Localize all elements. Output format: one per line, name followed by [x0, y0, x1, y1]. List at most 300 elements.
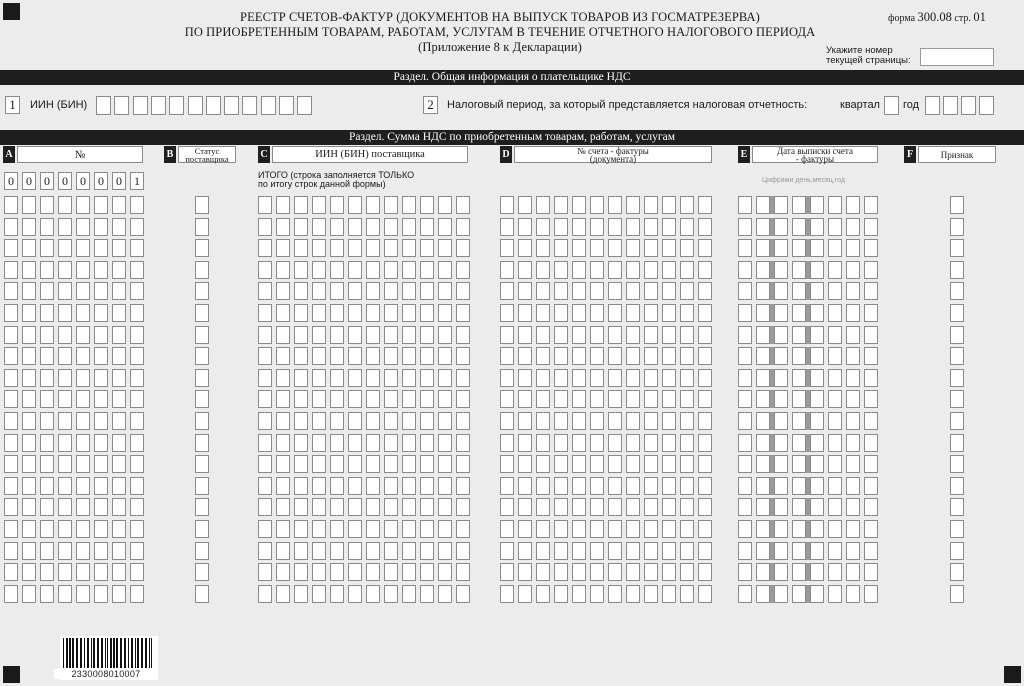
- row-number-cell[interactable]: [40, 520, 54, 538]
- invoice-number-cell[interactable]: [554, 412, 568, 430]
- iin-digit-cell[interactable]: [242, 96, 257, 115]
- invoice-number-cell[interactable]: [518, 218, 532, 236]
- supplier-iin-cell[interactable]: [294, 218, 308, 236]
- invoice-date-cell[interactable]: [792, 434, 806, 452]
- row-number-cell[interactable]: [4, 498, 18, 516]
- invoice-date-cell[interactable]: [756, 347, 770, 365]
- year-digit-cell[interactable]: [943, 96, 958, 115]
- row-number-cell[interactable]: [130, 326, 144, 344]
- row-number-cell[interactable]: [58, 326, 72, 344]
- invoice-date-cell[interactable]: [756, 261, 770, 279]
- invoice-number-cell[interactable]: [554, 498, 568, 516]
- supplier-iin-cell[interactable]: [456, 563, 470, 581]
- supplier-iin-cell[interactable]: [294, 520, 308, 538]
- invoice-number-cell[interactable]: [608, 520, 622, 538]
- invoice-number-cell[interactable]: [518, 304, 532, 322]
- row-number-cell[interactable]: [40, 239, 54, 257]
- invoice-number-cell[interactable]: [698, 282, 712, 300]
- supplier-iin-cell[interactable]: [456, 585, 470, 603]
- invoice-number-cell[interactable]: [572, 520, 586, 538]
- supplier-iin-cell[interactable]: [312, 498, 326, 516]
- supplier-iin-cell[interactable]: [456, 520, 470, 538]
- invoice-date-cell[interactable]: [774, 563, 788, 581]
- invoice-number-cell[interactable]: [662, 434, 676, 452]
- invoice-date-cell[interactable]: [828, 347, 842, 365]
- attribute-cell[interactable]: [950, 218, 964, 236]
- row-number-cell[interactable]: [4, 434, 18, 452]
- row-number-cell[interactable]: [76, 434, 90, 452]
- invoice-number-cell[interactable]: [644, 239, 658, 257]
- invoice-date-cell[interactable]: [792, 455, 806, 473]
- row-number-cell[interactable]: [4, 218, 18, 236]
- iin-digit-cell[interactable]: [188, 96, 203, 115]
- invoice-number-cell[interactable]: [626, 304, 640, 322]
- invoice-number-cell[interactable]: [554, 196, 568, 214]
- invoice-date-cell[interactable]: [846, 239, 860, 257]
- supplier-iin-cell[interactable]: [438, 455, 452, 473]
- invoice-number-cell[interactable]: [536, 196, 550, 214]
- supplier-status-cell[interactable]: [195, 261, 209, 279]
- row-number-cell[interactable]: [112, 585, 126, 603]
- invoice-date-cell[interactable]: [756, 239, 770, 257]
- supplier-iin-cell[interactable]: [330, 520, 344, 538]
- invoice-number-cell[interactable]: [500, 369, 514, 387]
- invoice-number-cell[interactable]: [518, 455, 532, 473]
- supplier-iin-cell[interactable]: [312, 218, 326, 236]
- invoice-number-cell[interactable]: [608, 282, 622, 300]
- row-number-cell[interactable]: [40, 585, 54, 603]
- supplier-iin-cell[interactable]: [276, 412, 290, 430]
- invoice-number-cell[interactable]: [626, 218, 640, 236]
- invoice-number-cell[interactable]: [572, 261, 586, 279]
- invoice-number-cell[interactable]: [572, 239, 586, 257]
- supplier-iin-cell[interactable]: [258, 261, 272, 279]
- supplier-iin-cell[interactable]: [456, 369, 470, 387]
- supplier-iin-cell[interactable]: [294, 196, 308, 214]
- supplier-iin-cell[interactable]: [276, 434, 290, 452]
- row-number-cell[interactable]: [4, 347, 18, 365]
- supplier-iin-cell[interactable]: [402, 563, 416, 581]
- invoice-number-cell[interactable]: [698, 520, 712, 538]
- invoice-date-cell[interactable]: [828, 498, 842, 516]
- attribute-cell[interactable]: [950, 542, 964, 560]
- supplier-iin-cell[interactable]: [438, 585, 452, 603]
- invoice-date-cell[interactable]: [846, 282, 860, 300]
- invoice-date-cell[interactable]: [792, 477, 806, 495]
- invoice-date-cell[interactable]: [846, 261, 860, 279]
- invoice-number-cell[interactable]: [680, 239, 694, 257]
- invoice-number-cell[interactable]: [644, 261, 658, 279]
- invoice-number-cell[interactable]: [662, 585, 676, 603]
- row-number-cell[interactable]: [130, 542, 144, 560]
- row-number-cell[interactable]: [94, 434, 108, 452]
- invoice-date-cell[interactable]: [864, 239, 878, 257]
- invoice-number-cell[interactable]: [608, 412, 622, 430]
- invoice-date-cell[interactable]: [810, 455, 824, 473]
- invoice-number-cell[interactable]: [608, 239, 622, 257]
- invoice-number-cell[interactable]: [590, 412, 604, 430]
- invoice-date-cell[interactable]: [846, 477, 860, 495]
- row-number-cell[interactable]: [94, 196, 108, 214]
- invoice-date-cell[interactable]: [738, 347, 752, 365]
- supplier-iin-cell[interactable]: [420, 477, 434, 495]
- invoice-date-cell[interactable]: [792, 498, 806, 516]
- invoice-date-cell[interactable]: [810, 520, 824, 538]
- supplier-iin-cell[interactable]: [258, 369, 272, 387]
- row-number-cell[interactable]: [112, 390, 126, 408]
- invoice-number-cell[interactable]: [608, 218, 622, 236]
- supplier-iin-cell[interactable]: [276, 218, 290, 236]
- invoice-number-cell[interactable]: [572, 347, 586, 365]
- supplier-iin-cell[interactable]: [312, 455, 326, 473]
- invoice-number-cell[interactable]: [644, 196, 658, 214]
- row-number-cell[interactable]: [40, 304, 54, 322]
- supplier-iin-cell[interactable]: [438, 347, 452, 365]
- supplier-iin-cell[interactable]: [384, 390, 398, 408]
- invoice-number-cell[interactable]: [500, 520, 514, 538]
- invoice-number-cell[interactable]: [626, 261, 640, 279]
- row-number-cell[interactable]: [94, 455, 108, 473]
- supplier-iin-cell[interactable]: [258, 585, 272, 603]
- invoice-number-cell[interactable]: [626, 542, 640, 560]
- supplier-iin-cell[interactable]: [276, 369, 290, 387]
- invoice-date-cell[interactable]: [828, 304, 842, 322]
- supplier-iin-cell[interactable]: [330, 369, 344, 387]
- year-digit-cell[interactable]: [925, 96, 940, 115]
- supplier-iin-cell[interactable]: [456, 282, 470, 300]
- supplier-iin-cell[interactable]: [348, 542, 362, 560]
- row-number-cell[interactable]: [94, 563, 108, 581]
- supplier-iin-cell[interactable]: [384, 326, 398, 344]
- supplier-iin-cell[interactable]: [366, 477, 380, 495]
- invoice-number-cell[interactable]: [554, 369, 568, 387]
- invoice-number-cell[interactable]: [626, 347, 640, 365]
- invoice-date-cell[interactable]: [738, 304, 752, 322]
- invoice-date-cell[interactable]: [774, 542, 788, 560]
- invoice-number-cell[interactable]: [680, 347, 694, 365]
- invoice-date-cell[interactable]: [738, 282, 752, 300]
- supplier-status-cell[interactable]: [195, 239, 209, 257]
- invoice-number-cell[interactable]: [644, 585, 658, 603]
- row-number-cell[interactable]: [112, 563, 126, 581]
- row-number-cell[interactable]: [94, 261, 108, 279]
- invoice-number-cell[interactable]: [698, 477, 712, 495]
- row-number-cell[interactable]: [40, 218, 54, 236]
- row-number-cell[interactable]: [40, 282, 54, 300]
- invoice-number-cell[interactable]: [662, 455, 676, 473]
- invoice-date-cell[interactable]: [774, 196, 788, 214]
- invoice-number-cell[interactable]: [698, 498, 712, 516]
- invoice-date-cell[interactable]: [756, 455, 770, 473]
- invoice-number-cell[interactable]: [626, 585, 640, 603]
- invoice-number-cell[interactable]: [536, 326, 550, 344]
- invoice-date-cell[interactable]: [810, 282, 824, 300]
- invoice-number-cell[interactable]: [572, 326, 586, 344]
- attribute-cell[interactable]: [950, 369, 964, 387]
- supplier-iin-cell[interactable]: [276, 326, 290, 344]
- invoice-number-cell[interactable]: [554, 477, 568, 495]
- supplier-iin-cell[interactable]: [294, 477, 308, 495]
- invoice-number-cell[interactable]: [698, 304, 712, 322]
- row-number-cell[interactable]: [94, 542, 108, 560]
- supplier-iin-cell[interactable]: [330, 326, 344, 344]
- invoice-number-cell[interactable]: [698, 239, 712, 257]
- supplier-iin-cell[interactable]: [312, 347, 326, 365]
- supplier-status-cell[interactable]: [195, 218, 209, 236]
- supplier-iin-cell[interactable]: [276, 542, 290, 560]
- invoice-number-cell[interactable]: [626, 369, 640, 387]
- invoice-number-cell[interactable]: [680, 585, 694, 603]
- invoice-number-cell[interactable]: [518, 412, 532, 430]
- invoice-date-cell[interactable]: [864, 347, 878, 365]
- supplier-iin-cell[interactable]: [312, 304, 326, 322]
- attribute-cell[interactable]: [950, 434, 964, 452]
- supplier-iin-cell[interactable]: [402, 304, 416, 322]
- invoice-number-cell[interactable]: [536, 585, 550, 603]
- supplier-iin-cell[interactable]: [258, 563, 272, 581]
- invoice-date-cell[interactable]: [828, 326, 842, 344]
- supplier-status-cell[interactable]: [195, 347, 209, 365]
- supplier-iin-cell[interactable]: [438, 477, 452, 495]
- invoice-date-cell[interactable]: [846, 455, 860, 473]
- row-number-cell[interactable]: [40, 369, 54, 387]
- supplier-iin-cell[interactable]: [276, 261, 290, 279]
- supplier-iin-cell[interactable]: [258, 412, 272, 430]
- invoice-number-cell[interactable]: [662, 498, 676, 516]
- supplier-iin-cell[interactable]: [366, 498, 380, 516]
- invoice-date-cell[interactable]: [792, 369, 806, 387]
- invoice-date-cell[interactable]: [810, 261, 824, 279]
- supplier-iin-cell[interactable]: [312, 520, 326, 538]
- row-number-cell[interactable]: [40, 455, 54, 473]
- invoice-number-cell[interactable]: [500, 412, 514, 430]
- invoice-date-cell[interactable]: [828, 542, 842, 560]
- supplier-iin-cell[interactable]: [366, 196, 380, 214]
- row-number-cell[interactable]: [130, 261, 144, 279]
- supplier-iin-cell[interactable]: [438, 498, 452, 516]
- invoice-date-cell[interactable]: [756, 218, 770, 236]
- supplier-iin-cell[interactable]: [402, 261, 416, 279]
- supplier-iin-cell[interactable]: [402, 455, 416, 473]
- supplier-iin-cell[interactable]: [294, 239, 308, 257]
- invoice-number-cell[interactable]: [572, 585, 586, 603]
- supplier-iin-cell[interactable]: [276, 390, 290, 408]
- invoice-number-cell[interactable]: [644, 412, 658, 430]
- supplier-iin-cell[interactable]: [276, 477, 290, 495]
- invoice-number-cell[interactable]: [698, 196, 712, 214]
- invoice-date-cell[interactable]: [774, 434, 788, 452]
- invoice-number-cell[interactable]: [518, 434, 532, 452]
- supplier-iin-cell[interactable]: [420, 520, 434, 538]
- supplier-iin-cell[interactable]: [258, 326, 272, 344]
- row-number-cell[interactable]: [4, 390, 18, 408]
- invoice-number-cell[interactable]: [680, 520, 694, 538]
- invoice-number-cell[interactable]: [608, 196, 622, 214]
- supplier-iin-cell[interactable]: [438, 412, 452, 430]
- supplier-iin-cell[interactable]: [348, 282, 362, 300]
- supplier-iin-cell[interactable]: [276, 563, 290, 581]
- row-number-cell[interactable]: [130, 369, 144, 387]
- invoice-number-cell[interactable]: [554, 261, 568, 279]
- invoice-date-cell[interactable]: [774, 412, 788, 430]
- invoice-date-cell[interactable]: [756, 520, 770, 538]
- attribute-cell[interactable]: [950, 282, 964, 300]
- supplier-status-cell[interactable]: [195, 304, 209, 322]
- invoice-number-cell[interactable]: [572, 542, 586, 560]
- invoice-number-cell[interactable]: [572, 218, 586, 236]
- invoice-date-cell[interactable]: [738, 455, 752, 473]
- attribute-cell[interactable]: [950, 563, 964, 581]
- supplier-iin-cell[interactable]: [420, 304, 434, 322]
- invoice-date-cell[interactable]: [810, 304, 824, 322]
- supplier-iin-cell[interactable]: [330, 304, 344, 322]
- supplier-iin-cell[interactable]: [402, 434, 416, 452]
- invoice-date-cell[interactable]: [810, 369, 824, 387]
- invoice-number-cell[interactable]: [500, 239, 514, 257]
- invoice-number-cell[interactable]: [554, 239, 568, 257]
- invoice-number-cell[interactable]: [680, 542, 694, 560]
- supplier-iin-cell[interactable]: [420, 542, 434, 560]
- invoice-number-cell[interactable]: [680, 196, 694, 214]
- supplier-iin-cell[interactable]: [384, 585, 398, 603]
- invoice-date-cell[interactable]: [828, 585, 842, 603]
- invoice-date-cell[interactable]: [756, 196, 770, 214]
- supplier-iin-cell[interactable]: [294, 304, 308, 322]
- invoice-date-cell[interactable]: [756, 326, 770, 344]
- supplier-iin-cell[interactable]: [258, 196, 272, 214]
- iin-digit-cell[interactable]: [261, 96, 276, 115]
- row-number-cell[interactable]: [76, 542, 90, 560]
- row-number-cell[interactable]: [76, 218, 90, 236]
- supplier-iin-cell[interactable]: [438, 520, 452, 538]
- row-number-cell[interactable]: [76, 477, 90, 495]
- supplier-status-cell[interactable]: [195, 498, 209, 516]
- supplier-iin-cell[interactable]: [258, 304, 272, 322]
- supplier-iin-cell[interactable]: [402, 412, 416, 430]
- supplier-iin-cell[interactable]: [456, 218, 470, 236]
- invoice-date-cell[interactable]: [864, 455, 878, 473]
- invoice-number-cell[interactable]: [590, 520, 604, 538]
- supplier-iin-cell[interactable]: [294, 261, 308, 279]
- attribute-cell[interactable]: [950, 455, 964, 473]
- invoice-date-cell[interactable]: [846, 412, 860, 430]
- invoice-date-cell[interactable]: [774, 282, 788, 300]
- invoice-number-cell[interactable]: [590, 455, 604, 473]
- invoice-number-cell[interactable]: [662, 369, 676, 387]
- invoice-number-cell[interactable]: [536, 218, 550, 236]
- row-number-cell[interactable]: [40, 434, 54, 452]
- invoice-number-cell[interactable]: [590, 239, 604, 257]
- invoice-number-cell[interactable]: [644, 520, 658, 538]
- supplier-iin-cell[interactable]: [366, 282, 380, 300]
- supplier-iin-cell[interactable]: [312, 239, 326, 257]
- invoice-number-cell[interactable]: [644, 563, 658, 581]
- supplier-iin-cell[interactable]: [402, 585, 416, 603]
- invoice-number-cell[interactable]: [608, 347, 622, 365]
- invoice-number-cell[interactable]: [518, 326, 532, 344]
- supplier-iin-cell[interactable]: [330, 390, 344, 408]
- invoice-date-cell[interactable]: [774, 498, 788, 516]
- invoice-date-cell[interactable]: [846, 304, 860, 322]
- supplier-iin-cell[interactable]: [258, 434, 272, 452]
- invoice-number-cell[interactable]: [500, 347, 514, 365]
- supplier-iin-cell[interactable]: [420, 563, 434, 581]
- row-number-cell[interactable]: [40, 347, 54, 365]
- invoice-number-cell[interactable]: [500, 585, 514, 603]
- supplier-iin-cell[interactable]: [348, 563, 362, 581]
- invoice-number-cell[interactable]: [590, 282, 604, 300]
- invoice-date-cell[interactable]: [846, 390, 860, 408]
- invoice-number-cell[interactable]: [662, 239, 676, 257]
- invoice-number-cell[interactable]: [572, 412, 586, 430]
- supplier-iin-cell[interactable]: [384, 369, 398, 387]
- invoice-number-cell[interactable]: [590, 563, 604, 581]
- invoice-number-cell[interactable]: [590, 218, 604, 236]
- supplier-iin-cell[interactable]: [384, 304, 398, 322]
- invoice-date-cell[interactable]: [774, 326, 788, 344]
- supplier-iin-cell[interactable]: [384, 477, 398, 495]
- attribute-cell[interactable]: [950, 477, 964, 495]
- row-number-cell[interactable]: [76, 196, 90, 214]
- row-number-cell[interactable]: [112, 196, 126, 214]
- invoice-number-cell[interactable]: [608, 585, 622, 603]
- row-number-cell[interactable]: [94, 218, 108, 236]
- year-digit-cell[interactable]: [979, 96, 994, 115]
- iin-digit-cell[interactable]: [206, 96, 221, 115]
- supplier-iin-cell[interactable]: [312, 326, 326, 344]
- invoice-number-cell[interactable]: [554, 326, 568, 344]
- invoice-date-cell[interactable]: [828, 455, 842, 473]
- attribute-cell[interactable]: [950, 261, 964, 279]
- invoice-number-cell[interactable]: [554, 563, 568, 581]
- invoice-date-cell[interactable]: [738, 520, 752, 538]
- supplier-iin-cell[interactable]: [384, 455, 398, 473]
- invoice-number-cell[interactable]: [644, 218, 658, 236]
- invoice-number-cell[interactable]: [536, 455, 550, 473]
- supplier-iin-cell[interactable]: [312, 412, 326, 430]
- invoice-date-cell[interactable]: [810, 434, 824, 452]
- row-number-cell[interactable]: [130, 563, 144, 581]
- invoice-date-cell[interactable]: [738, 434, 752, 452]
- supplier-status-cell[interactable]: [195, 477, 209, 495]
- supplier-iin-cell[interactable]: [348, 520, 362, 538]
- row-number-cell[interactable]: [94, 239, 108, 257]
- attribute-cell[interactable]: [950, 196, 964, 214]
- supplier-iin-cell[interactable]: [366, 585, 380, 603]
- supplier-iin-cell[interactable]: [258, 239, 272, 257]
- invoice-date-cell[interactable]: [846, 585, 860, 603]
- supplier-iin-cell[interactable]: [456, 455, 470, 473]
- invoice-number-cell[interactable]: [572, 434, 586, 452]
- invoice-number-cell[interactable]: [662, 326, 676, 344]
- supplier-iin-cell[interactable]: [438, 239, 452, 257]
- row-number-cell[interactable]: [76, 261, 90, 279]
- invoice-date-cell[interactable]: [738, 477, 752, 495]
- supplier-iin-cell[interactable]: [384, 498, 398, 516]
- invoice-date-cell[interactable]: [864, 261, 878, 279]
- invoice-number-cell[interactable]: [536, 282, 550, 300]
- supplier-iin-cell[interactable]: [258, 542, 272, 560]
- invoice-date-cell[interactable]: [846, 369, 860, 387]
- row-number-cell[interactable]: [130, 347, 144, 365]
- iin-digit-cell[interactable]: [133, 96, 148, 115]
- invoice-date-cell[interactable]: [792, 304, 806, 322]
- supplier-status-cell[interactable]: [195, 390, 209, 408]
- invoice-number-cell[interactable]: [680, 304, 694, 322]
- invoice-number-cell[interactable]: [626, 282, 640, 300]
- invoice-number-cell[interactable]: [572, 282, 586, 300]
- supplier-status-cell[interactable]: [195, 455, 209, 473]
